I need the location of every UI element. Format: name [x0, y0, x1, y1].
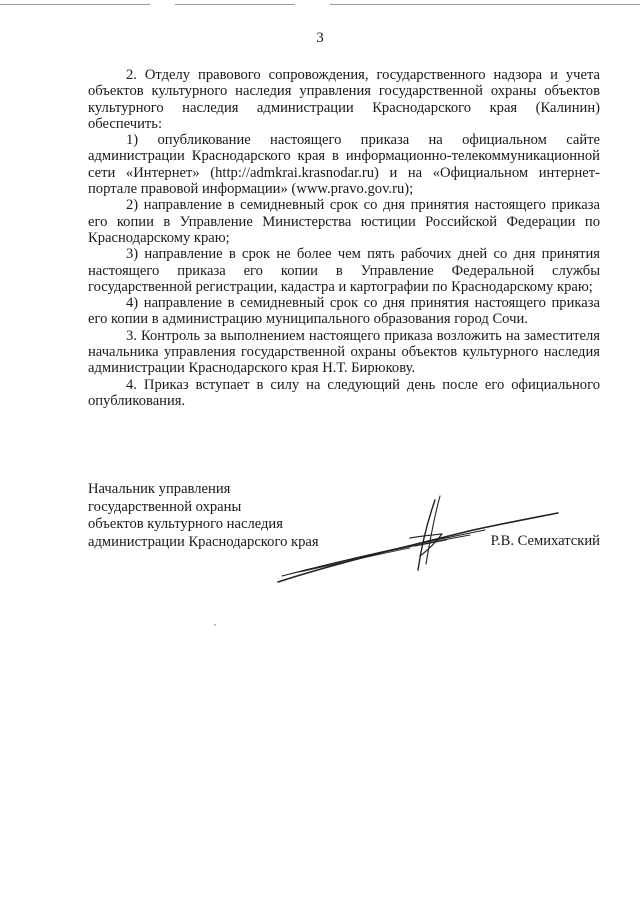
scan-speck: [214, 624, 216, 626]
position-line: государственной охраны: [88, 498, 242, 515]
position-line: администрации Краснодарского края: [88, 533, 319, 550]
position-line: объектов культурного наследия: [88, 516, 283, 532]
subparagraph-3: 3) направление в срок не более чем пять рабочих дней со дня принятия настоящего приказа его копии в Управление Федеральной службы государственной регистрации, кадастра и картографии по Краснодарскому краю;: [88, 246, 600, 295]
page-number: 3: [316, 30, 324, 46]
top-edge-rule: [330, 4, 640, 5]
signatory-name: Р.В. Семихатский: [490, 533, 600, 549]
subparagraph-2: 2) направление в семидневный срок со дня принятия настоящего приказа его копии в Управление Министерства юстиции Российской Федерации по Краснодарскому краю;: [88, 197, 600, 246]
top-edge-rule: [0, 4, 150, 5]
order-body: [88, 67, 600, 409]
position-line: Начальник управления: [88, 481, 231, 497]
subparagraph-1: 1) опубликование настоящего приказа на официальном сайте администрации Краснодарского края в информационно-телекоммуникационной сети «Интернет» (http://admkrai.krasnodar.ru) и на «Официальном интернет-портале правовой информации» (www.pravo.gov.ru);: [88, 132, 600, 198]
subparagraph-4: 4) направление в семидневный срок со дня принятия настоящего приказа его копии в администрацию муниципального образования город Сочи.: [88, 295, 600, 328]
top-edge-rule: [175, 4, 295, 5]
paragraph-item-4: 4. Приказ вступает в силу на следующий день после его официального опубликования.: [88, 376, 600, 409]
paragraph-item-2: 2. Отделу правового сопровождения, государственного надзора и учета объектов культурного наследия управления государственной охраны объектов культурного наследия администрации Краснодарского края (Калинин) обеспечить:: [88, 67, 600, 132]
paragraph-item-3: 3. Контроль за выполнением настоящего приказа возложить на заместителя начальника управления государственной охраны объектов культурного наследия администрации Краснодарского края Н.Т. Бирюкову.: [88, 327, 600, 377]
